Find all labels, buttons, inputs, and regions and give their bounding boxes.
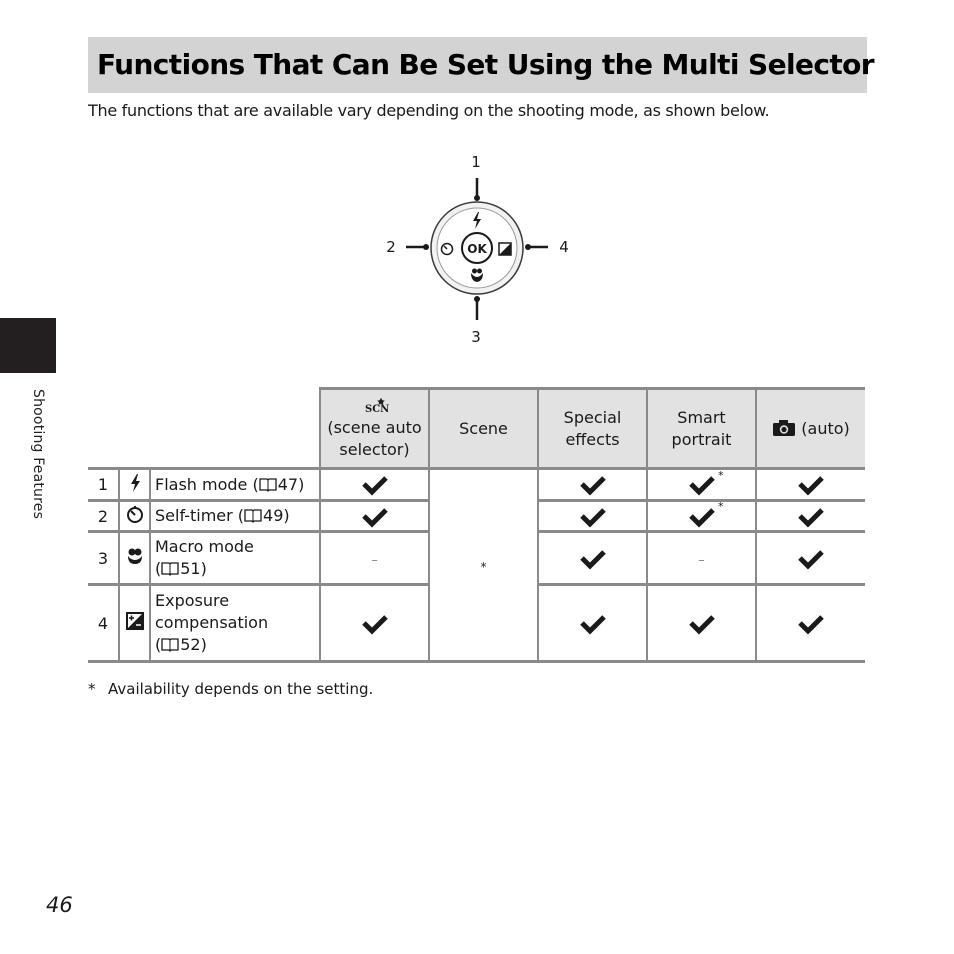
cell-special-effects: [538, 501, 647, 532]
check-icon: [580, 508, 606, 526]
cell-smart-portrait: *: [647, 501, 756, 532]
cell-special-effects: [538, 532, 647, 585]
check-icon: [362, 508, 388, 526]
cell-scene-auto: [320, 501, 429, 532]
page-title: Functions That Can Be Set Using the Multi Selector: [97, 48, 874, 81]
row-label: Exposure compensation ( 52): [150, 585, 320, 662]
label-2: 2: [386, 238, 396, 256]
ok-label: OK: [467, 242, 487, 256]
row-number: 3: [88, 532, 119, 585]
book-reference-icon: [161, 637, 179, 652]
row-number: 1: [88, 469, 119, 501]
flash-icon: [119, 469, 150, 501]
header-special-effects: Special effects: [538, 389, 647, 469]
cell-smart-portrait: [647, 585, 756, 662]
macro-icon: [119, 532, 150, 585]
exposure-compensation-icon: [119, 585, 150, 662]
check-icon: [689, 476, 715, 494]
section-label: Shooting Features: [30, 389, 46, 520]
check-icon: [689, 615, 715, 633]
check-icon: [798, 615, 824, 633]
header-smart-portrait: Smart portrait: [647, 389, 756, 469]
row-number: 2: [88, 501, 119, 532]
row-label: Flash mode ( 47): [150, 469, 320, 501]
header-blank: [88, 389, 320, 469]
check-icon: [689, 508, 715, 526]
check-icon: [362, 615, 388, 633]
footnote: [88, 680, 373, 698]
multi-selector-diagram: [380, 145, 580, 355]
label-1: 1: [471, 153, 481, 171]
cell-auto: [756, 585, 865, 662]
svg-text:SCN: SCN: [364, 404, 389, 415]
cell-special-effects: [538, 585, 647, 662]
check-icon: [362, 476, 388, 494]
scene-auto-icon: [364, 396, 389, 416]
table-header-row: [88, 389, 865, 469]
book-reference-icon: [161, 561, 179, 576]
intro-text: The functions that are available vary depending on the shooting mode, as shown below.: [88, 101, 770, 120]
label-4: 4: [559, 238, 569, 256]
label-3: 3: [471, 328, 481, 346]
footnote-text: Availability depends on the setting.: [108, 680, 374, 698]
header-scene: Scene: [429, 389, 538, 469]
table-row: [88, 469, 865, 501]
cell-auto: [756, 501, 865, 532]
page-number: 46: [46, 893, 73, 917]
cell-scene-auto: –: [320, 532, 429, 585]
row-label: Self-timer ( 49): [150, 501, 320, 532]
cell-scene: *: [429, 469, 538, 662]
footnote-mark: *: [88, 680, 96, 698]
check-icon: [798, 550, 824, 568]
check-icon: [580, 476, 606, 494]
functions-table: [88, 387, 865, 663]
row-label: Macro mode ( 51): [150, 532, 320, 585]
self-timer-icon: [119, 501, 150, 532]
cell-smart-portrait: *: [647, 469, 756, 501]
book-reference-icon: [244, 508, 262, 523]
check-icon: [798, 476, 824, 494]
camera-icon: [772, 419, 796, 437]
check-icon: [580, 550, 606, 568]
cell-scene-auto: [320, 585, 429, 662]
section-tab: [0, 318, 56, 373]
book-reference-icon: [259, 477, 277, 492]
row-number: 4: [88, 585, 119, 662]
cell-special-effects: [538, 469, 647, 501]
cell-scene-auto: [320, 469, 429, 501]
cell-auto: [756, 469, 865, 501]
title-bar: [88, 37, 874, 93]
cell-auto: [756, 532, 865, 585]
cell-smart-portrait: –: [647, 532, 756, 585]
header-scene-auto: SCN (scene auto selector): [320, 389, 429, 469]
check-icon: [798, 508, 824, 526]
check-icon: [580, 615, 606, 633]
header-auto: (auto): [756, 389, 865, 469]
